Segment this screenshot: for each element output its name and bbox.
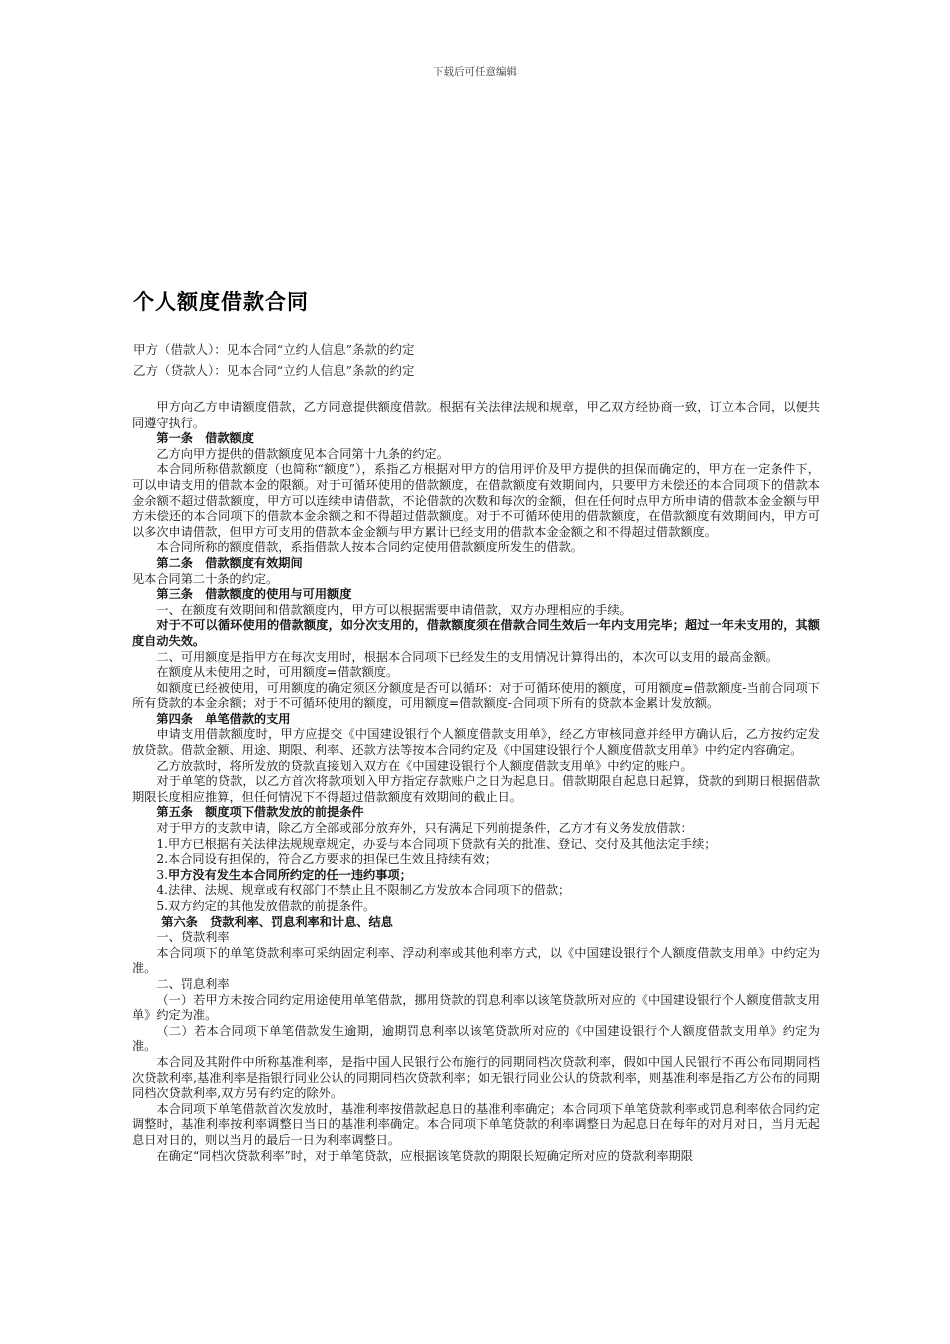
paragraph: 一、在额度有效期间和借款额度内，甲方可以根据需要申请借款，双方办理相应的手续。 xyxy=(156,602,632,617)
paragraph: 本合同及其附件中所称基准利率，是指中国人民银行公布施行的同期同档次贷款利率，假如中国人民银行不再公布同期同档次贷款利率,基准利率是指银行同业公认的同期同档次贷款利率；如无银行同业公认的贷款利率，则基准利率是指乙方公布的同期同档次贷款利率,双方另有约定的除外。 xyxy=(132,1054,820,1101)
document-title: 个人额度借款合同 xyxy=(133,290,309,314)
party-b-line: 乙方（贷款人）：见本合同“立约人信息”条款的约定 xyxy=(133,363,415,378)
paragraph: 一、贷款利率 xyxy=(156,930,230,945)
list-item: 5.双方约定的其他发放借款的前提条件。 xyxy=(156,899,376,913)
list-item: 2.本合同设有担保的，符合乙方要求的担保已生效且持续有效； xyxy=(156,852,498,867)
list-item-bold-text: 甲方没有发生本合同所约定的任一违约事项； xyxy=(168,867,412,882)
paragraph: 本合同项下的单笔贷款利率可采纳固定利率、浮动利率或其他利率方式，以《中国建设银行个人额度借款支用单》中约定为准。 xyxy=(132,945,820,976)
article-4-heading: 第四条 单笔借款的支用 xyxy=(156,711,291,726)
article-3-heading: 第三条 借款额度的使用与可用额度 xyxy=(156,587,352,602)
intro-paragraph: 甲方向乙方申请额度借款，乙方同意提供额度借款。根据有关法律法规和规章，甲乙双方经协商一致，订立本合同，以便共同遵守执行。 xyxy=(132,400,820,430)
paragraph: （二）若本合同项下单笔借款发生逾期，逾期罚息利率以该笔贷款所对应的《中国建设银行个人额度借款支用单》约定为准。 xyxy=(132,1023,820,1054)
article-6-heading: 第六条 贷款利率、罚息利率和计息、结息 xyxy=(161,914,393,929)
list-item: 1.甲方已根据有关法律法规规章规定，办妥与本合同项下贷款有关的批准、登记、交付及其他法定手续； xyxy=(156,836,717,851)
paragraph: 本合同所称借款额度（也简称“额度”），系指乙方根据对甲方的信用评价及甲方提供的担保而确定的，甲方在一定条件下，可以申请支用的借款本金的限额。对于可循环使用的借款额度，在借款额度有效期间内，只要甲方未偿还的本合同项下的借款本金余额不超过借款额度，甲方可以连续申请借款，不论借款的次数和每次的金额，但在任何时点甲方所申请的借款本金金额与甲方未偿还的本合同项下的借款本金余额之和不得超过借款额度。对于不可循环使用的借款额度，在借款额度有效期间内，甲方可以多次申请借款，但甲方可支用的借款本金金额与甲方累计已经支用的借款本金金额之和不得超过借款额度。 xyxy=(132,462,820,539)
paragraph: （一）若甲方未按合同约定用途使用单笔借款，挪用贷款的罚息利率以该笔贷款所对应的《中国建设银行个人额度借款支用单》约定为准。 xyxy=(132,992,820,1023)
paragraph: 二、可用额度是指甲方在每次支用时，根据本合同项下已经发生的支用情况计算得出的，本次可以支用的最高金额。 xyxy=(156,649,778,664)
list-item: 4.法律、法规、规章或有权部门不禁止且不限制乙方发放本合同项下的借款； xyxy=(156,883,571,898)
bold-paragraph: 对于不可以循环使用的借款额度，如分次支用的，借款额度须在借款合同生效后一年内支用完毕；超过一年未支用的，其额度自动失效。 xyxy=(132,618,820,648)
contract-body xyxy=(132,400,820,1164)
paragraph: 本合同项下单笔借款首次发放时，基准利率按借款起息日的基准利率确定；本合同项下单笔贷款利率或罚息利率依合同约定调整时，基准利率按利率调整日当日的基准利率确定。本合同项下单笔贷款的利率调整日为起息日在每年的对月对日，当月无起息日对日的，则以当月的最后一日为利率调整日。 xyxy=(132,1101,820,1147)
paragraph: 在额度从未使用之时，可用额度=借款额度。 xyxy=(156,665,399,680)
paragraph: 对于单笔的贷款，以乙方首次将款项划入甲方指定存款账户之日为起息日。借款期限自起息日起算，贷款的到期日根据借款期限长度相应推算，但任何情况下不得超过借款额度有效期间的截止日。 xyxy=(132,774,820,804)
paragraph: 见本合同第二十条的约定。 xyxy=(132,571,279,586)
list-item-number: 3. xyxy=(156,867,169,882)
party-a-line: 甲方（借款人）：见本合同“立约人信息”条款的约定 xyxy=(133,342,415,357)
paragraph: 乙方放款时，将所发放的贷款直接划入双方在《中国建设银行个人额度借款支用单》中约定的账户。 xyxy=(156,758,693,773)
paragraph: 对于甲方的支款申请，除乙方全部或部分放弃外，只有满足下列前提条件，乙方才有义务发放借款： xyxy=(156,821,693,836)
paragraph: 本合同所称的额度借款，系指借款人按本合同约定使用借款额度所发生的借款。 xyxy=(156,540,583,555)
paragraph: 如额度已经被使用，可用额度的确定须区分额度是否可以循环：对于可循环使用的额度，可用额度=借款额度-当前合同项下所有贷款的本金余额；对于不可循环使用的额度，可用额度=借款额度-合同项下所有的贷款本金累计发放额。 xyxy=(132,680,820,711)
article-1-heading: 第一条 借款额度 xyxy=(156,431,254,446)
paragraph: 申请支用借款额度时，甲方应提交《中国建设银行个人额度借款支用单》，经乙方审核同意并经甲方确认后，乙方按约定发放贷款。借款金额、用途、期限、利率、还款方法等按本合同约定及《中国建设银行个人额度借款支用单》中约定内容确定。 xyxy=(132,727,820,758)
paragraph: 二、罚息利率 xyxy=(156,976,230,991)
article-2-heading: 第二条 借款额度有效期间 xyxy=(156,555,303,570)
paragraph: 乙方向甲方提供的借款额度见本合同第十九条的约定。 xyxy=(156,446,449,461)
paragraph: 在确定“同档次贷款利率”时，对于单笔贷款，应根据该笔贷款的期限长短确定所对应的贷款利率期限 xyxy=(156,1148,693,1163)
list-item xyxy=(132,868,820,884)
page-header: 下载后可任意编辑 xyxy=(433,66,517,78)
article-5-heading: 第五条 额度项下借款发放的前提条件 xyxy=(156,805,364,820)
